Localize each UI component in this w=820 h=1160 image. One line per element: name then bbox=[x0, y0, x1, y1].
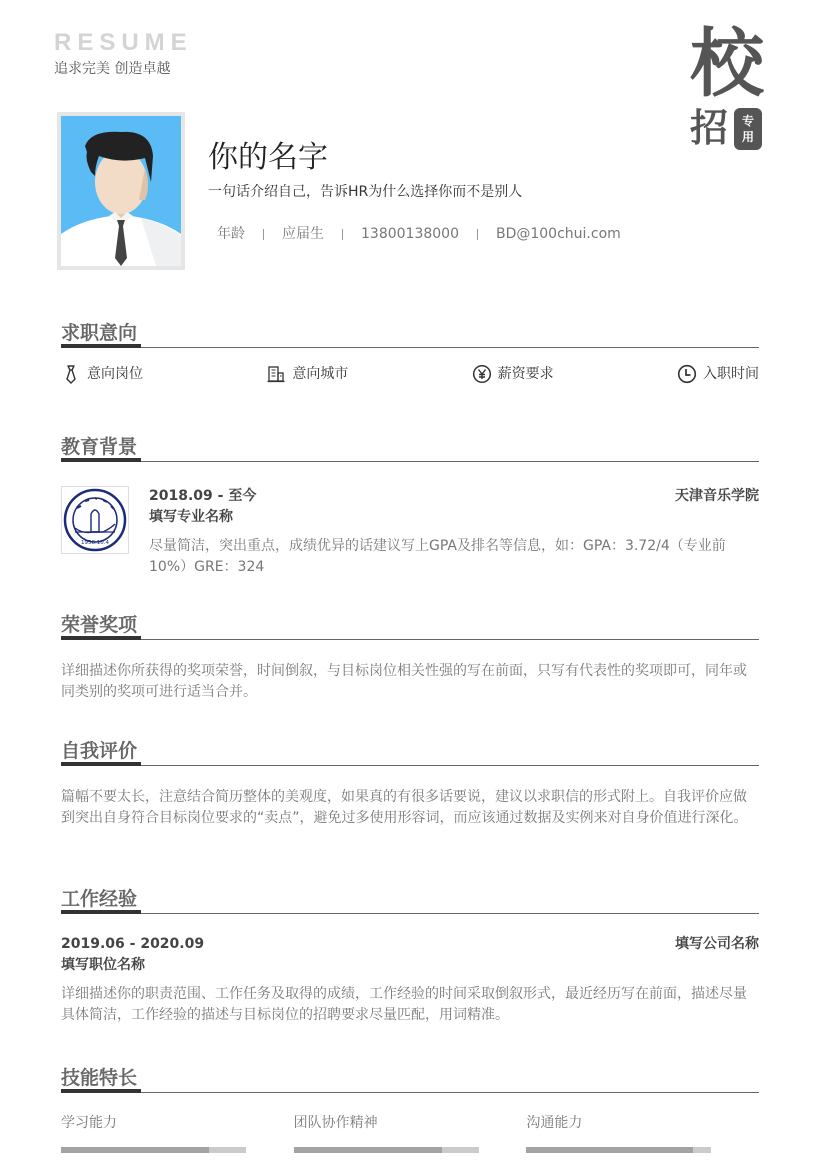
skill-item bbox=[61, 1113, 294, 1153]
section-title: 技能特长 bbox=[61, 1067, 138, 1089]
section-header bbox=[61, 318, 759, 348]
section-title: 自我评价 bbox=[61, 740, 138, 762]
section-header bbox=[61, 432, 759, 462]
clock-icon bbox=[677, 364, 697, 384]
work-header-row bbox=[61, 934, 759, 954]
section-header bbox=[61, 884, 759, 914]
education-period: 2018.09 - 至今 bbox=[149, 488, 257, 504]
education-header-row bbox=[149, 486, 759, 506]
intent-list bbox=[61, 364, 759, 384]
skill-label: 学习能力 bbox=[61, 1115, 117, 1131]
stamp-small-char: 招 bbox=[690, 105, 729, 150]
contact-email[interactable]: BD@100chui.com bbox=[495, 226, 621, 242]
company-name: 填写公司名称 bbox=[675, 936, 759, 952]
intent-item-position bbox=[61, 364, 143, 384]
skill-progress-bar bbox=[294, 1147, 479, 1153]
skill-progress-fill bbox=[526, 1147, 693, 1153]
intent-item-city bbox=[266, 364, 348, 384]
stamp-big-char: 校 bbox=[690, 21, 764, 107]
education-details bbox=[149, 486, 759, 578]
contact-status: 应届生 bbox=[282, 226, 324, 242]
skill-progress-fill bbox=[294, 1147, 442, 1153]
section-header bbox=[61, 1063, 759, 1093]
section-title: 求职意向 bbox=[61, 322, 138, 344]
candidate-name: 你的名字 bbox=[208, 140, 328, 175]
brand-subtitle: 追求完美 创造卓越 bbox=[54, 61, 171, 77]
section-header bbox=[61, 736, 759, 766]
skills-list bbox=[61, 1113, 759, 1153]
education-description: 尽量简洁，突出重点，成绩优异的话建议写上GPA及排名等信息，如：GPA：3.72/4（专业前10%）GRE：324 bbox=[149, 538, 726, 575]
intent-label: 意向城市 bbox=[292, 366, 349, 382]
intent-item-start-date bbox=[677, 364, 759, 384]
section-work-experience bbox=[61, 884, 759, 1026]
section-job-intent bbox=[61, 318, 759, 384]
brand-header bbox=[54, 30, 193, 78]
honors-description: 详细描述你所获得的奖项荣誉，时间倒叙，与目标岗位相关性强的写在前面，只写有代表性的奖项即可，同年或同类别的奖项可进行适当合并。 bbox=[61, 663, 747, 700]
school-emblem-icon bbox=[63, 488, 127, 552]
section-title-underline bbox=[61, 458, 141, 462]
section-title-underline bbox=[61, 636, 141, 640]
intent-label: 薪资要求 bbox=[497, 366, 554, 382]
avatar-illustration bbox=[61, 116, 181, 266]
campus-recruit-stamp bbox=[690, 22, 770, 152]
intent-label: 入职时间 bbox=[702, 366, 759, 382]
skill-label: 团队协作精神 bbox=[293, 1115, 378, 1131]
school-name: 天津音乐学院 bbox=[675, 488, 759, 504]
section-skills bbox=[61, 1063, 759, 1153]
section-title-underline bbox=[61, 1089, 141, 1093]
stamp-badge-line2: 用 bbox=[741, 130, 754, 144]
contact-info bbox=[217, 225, 621, 243]
section-title: 教育背景 bbox=[61, 436, 138, 458]
section-title: 荣誉奖项 bbox=[61, 614, 138, 636]
yen-icon bbox=[472, 364, 492, 384]
work-period: 2019.06 - 2020.09 bbox=[61, 936, 205, 952]
intent-label: 意向岗位 bbox=[87, 366, 143, 382]
divider bbox=[342, 229, 343, 240]
skill-item bbox=[294, 1113, 527, 1153]
skill-label: 沟通能力 bbox=[526, 1115, 583, 1131]
stamp-badge bbox=[734, 108, 762, 150]
building-icon bbox=[266, 364, 286, 384]
self-evaluation-description: 篇幅不要太长，注意结合简历整体的美观度，如果真的有很多话要说，建议以求职信的形式附上。自我评价应做到突出自身符合目标岗位要求的“卖点”，避免过多使用形容词，而应该通过数据及实例来对自身价值进行深化。 bbox=[61, 789, 748, 826]
section-title-underline bbox=[61, 910, 141, 914]
section-education bbox=[61, 432, 759, 578]
stamp-badge-line1: 专 bbox=[741, 114, 754, 128]
section-honors bbox=[61, 610, 759, 703]
brand-title: RESUME bbox=[54, 29, 193, 56]
education-major: 填写专业名称 bbox=[149, 509, 233, 525]
skill-progress-fill bbox=[61, 1147, 209, 1153]
work-position: 填写职位名称 bbox=[61, 957, 145, 973]
section-title-underline bbox=[61, 344, 141, 348]
work-description: 详细描述你的职责范围、工作任务及取得的成绩，工作经验的时间采取倒叙形式，最近经历写在前面，描述尽量具体简洁，工作经验的描述与目标岗位的招聘要求尽量匹配，用词精准。 bbox=[61, 986, 747, 1023]
education-entry bbox=[61, 486, 759, 578]
divider bbox=[263, 229, 264, 240]
section-header bbox=[61, 610, 759, 640]
tie-icon bbox=[61, 364, 81, 384]
contact-phone: 13800138000 bbox=[361, 226, 459, 242]
section-title: 工作经验 bbox=[61, 888, 138, 910]
skill-progress-bar bbox=[61, 1147, 246, 1153]
section-self-evaluation bbox=[61, 736, 759, 829]
skill-item bbox=[526, 1113, 759, 1153]
intent-item-salary bbox=[472, 364, 554, 384]
skill-progress-bar bbox=[526, 1147, 711, 1153]
candidate-tagline: 一句话介绍自己，告诉HR为什么选择你而不是别人 bbox=[208, 184, 523, 200]
school-logo bbox=[61, 486, 129, 554]
section-title-underline bbox=[61, 762, 141, 766]
profile-photo bbox=[57, 112, 185, 270]
divider bbox=[477, 229, 478, 240]
contact-age: 年龄 bbox=[217, 226, 245, 242]
school-logo-year: 1958.10.4 bbox=[81, 540, 109, 546]
